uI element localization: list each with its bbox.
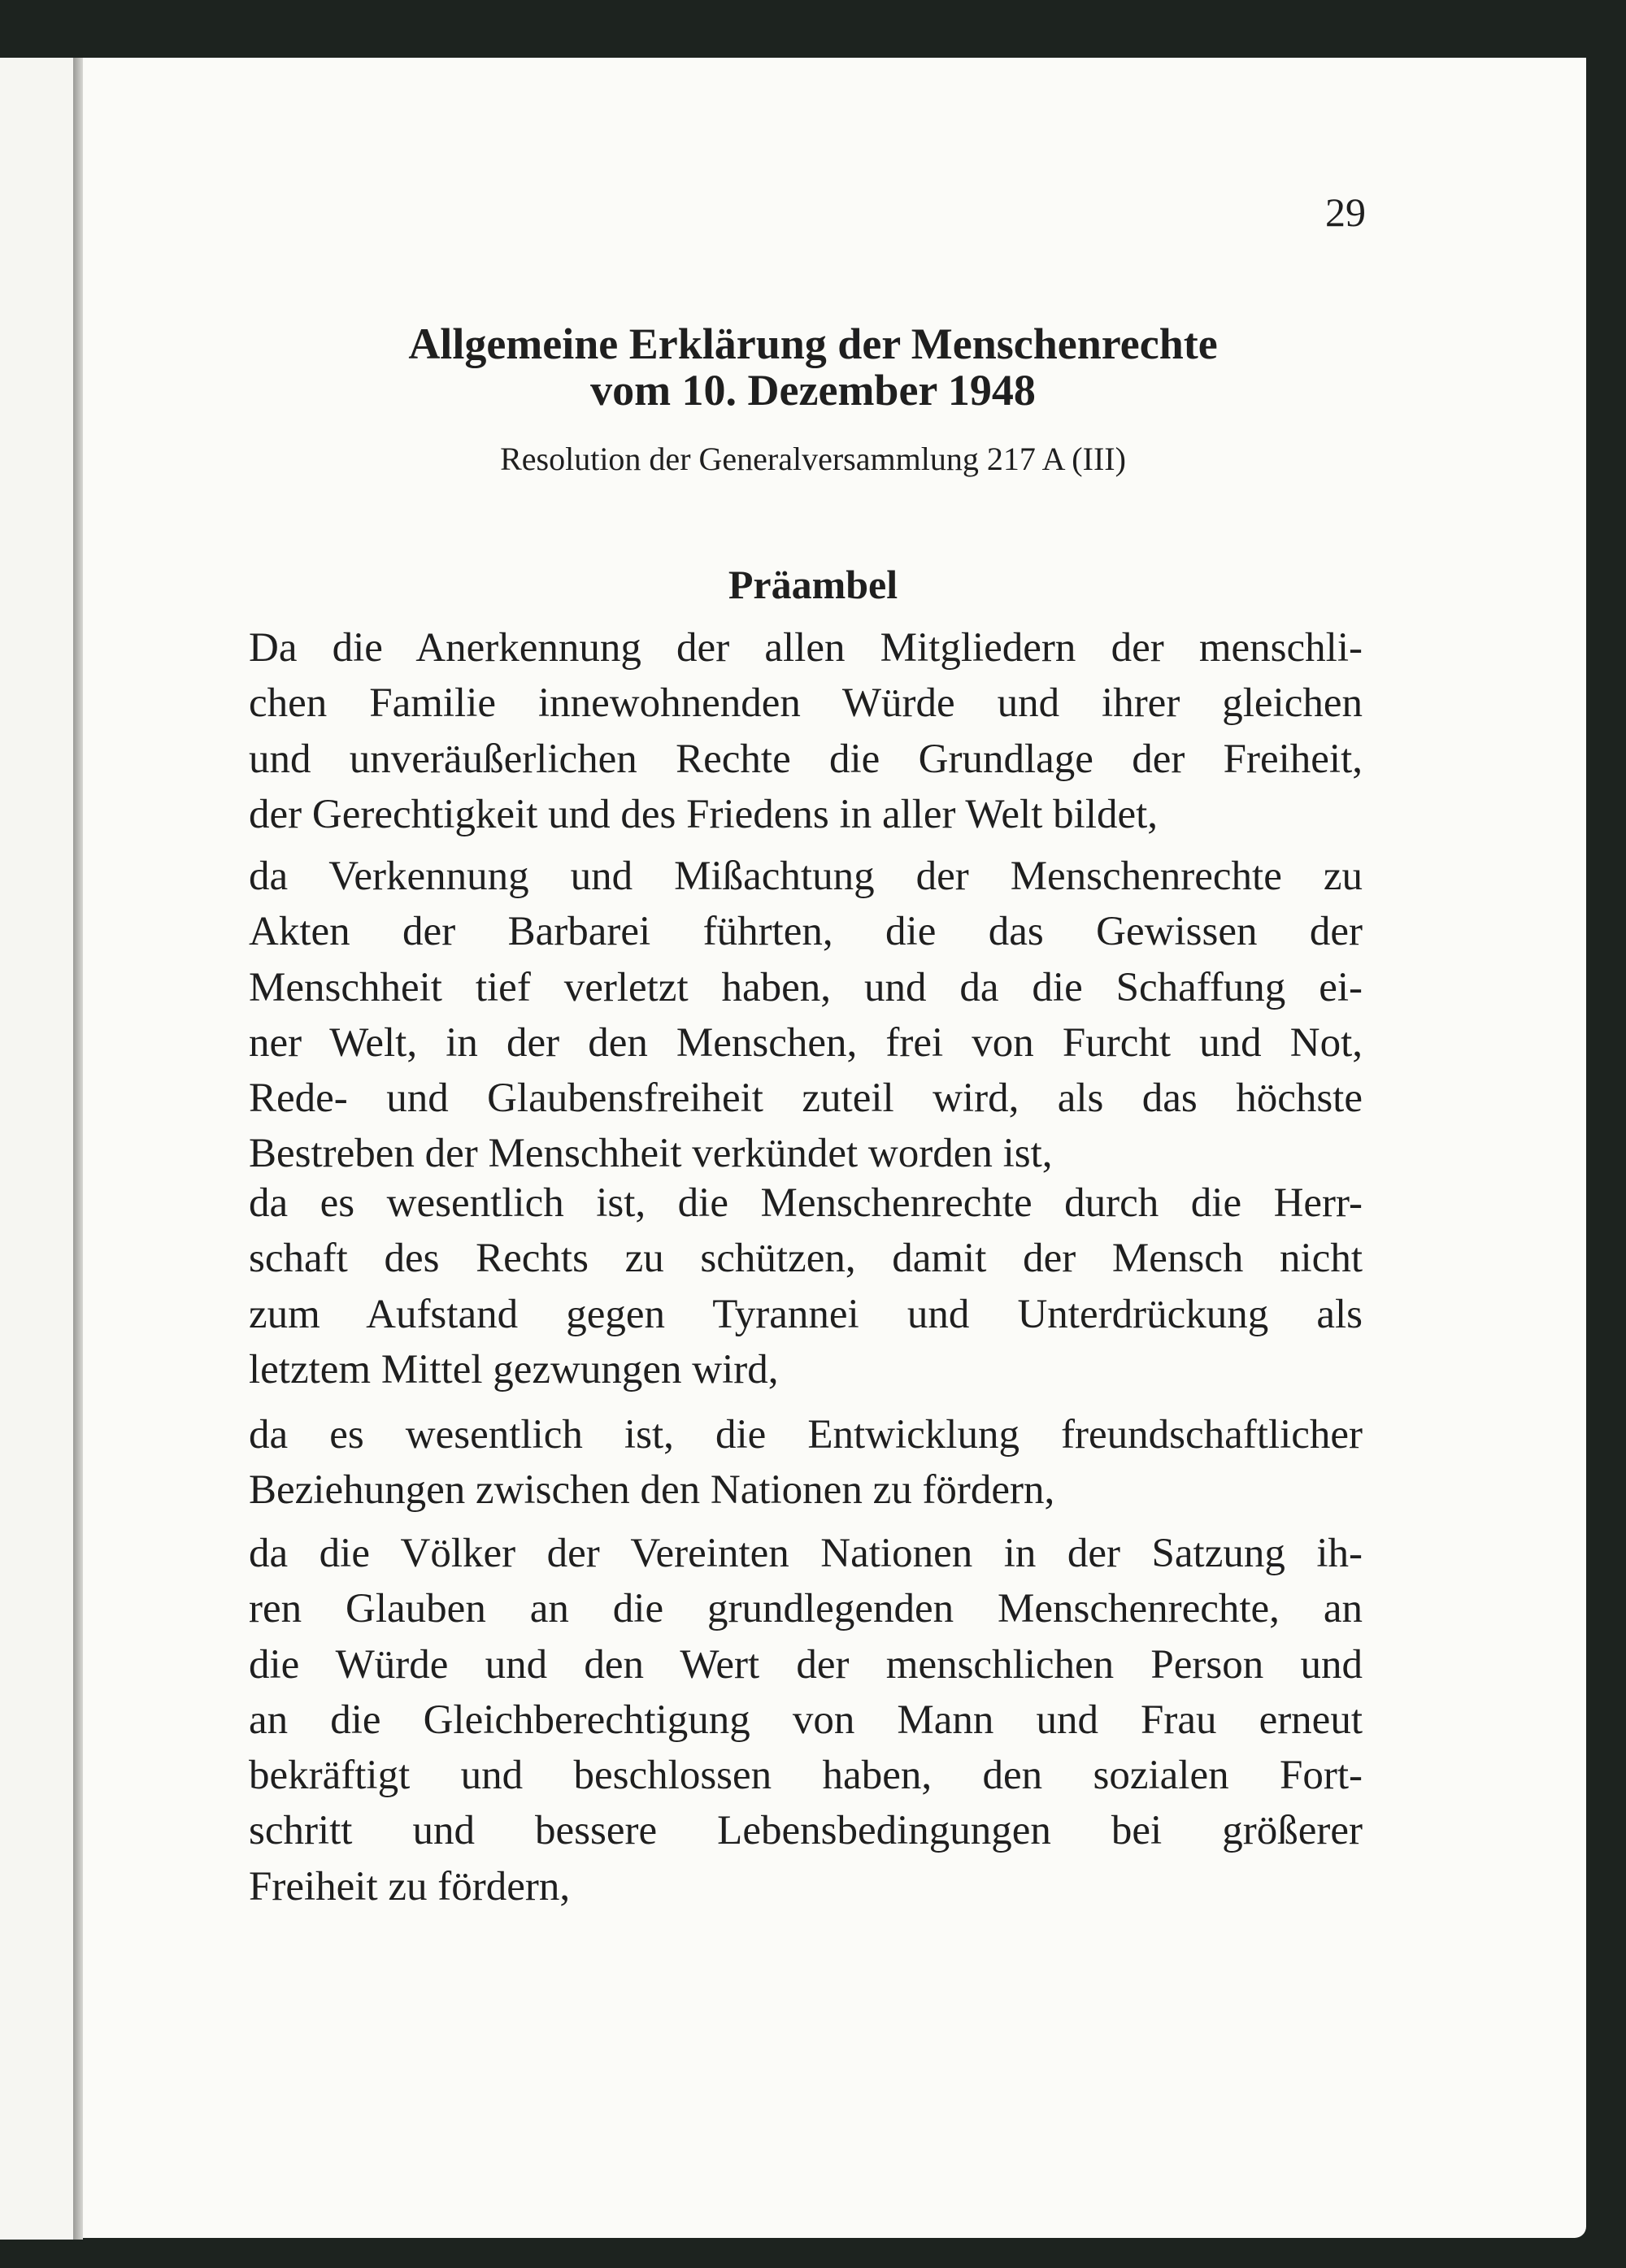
paragraph <box>249 1407 1363 1519</box>
text-line: da die Völker der Vereinten Nationen in der Satzung ih- <box>249 1531 1363 1576</box>
text-line: bekräftigt und beschlossen haben, den sozialen Fort- <box>249 1753 1363 1799</box>
text-line: Da die Anerkennung der allen Mitgliedern der menschli- <box>249 625 1363 671</box>
text-line: chen Familie innewohnenden Würde und ihrer gleichen <box>249 680 1363 727</box>
text-line: ren Glauben an die grundlegenden Menschenrechte, an <box>249 1586 1363 1632</box>
text-line: Freiheit zu fördern, <box>249 1863 571 1910</box>
page-number: 29 <box>1325 189 1366 235</box>
text-line: Akten der Barbarei führten, die das Gewissen der <box>249 909 1363 955</box>
paragraph <box>249 1526 1363 1914</box>
text-line: da Verkennung und Mißachtung der Menschenrechte zu <box>249 854 1363 899</box>
text-line: da es wesentlich ist, die Menschenrechte durch die Herr- <box>249 1180 1363 1226</box>
document-subtitle: Resolution der Generalversammlung 217 A (III) <box>500 441 1126 477</box>
text-line: schaft des Rechts zu schützen, damit der Mensch nicht <box>249 1236 1363 1282</box>
paragraph <box>249 1175 1363 1397</box>
text-line: Rede- und Glaubensfreiheit zuteil wird, als das höchste <box>249 1075 1363 1122</box>
text-line: der Gerechtigkeit und des Friedens in aller Welt bildet, <box>249 791 1159 837</box>
paragraph <box>249 849 1363 1182</box>
text-line: da es wesentlich ist, die Entwicklung freundschaftlicher <box>249 1412 1363 1458</box>
text-line: an die Gleichberechtigung von Mann und Frau erneut <box>249 1697 1363 1743</box>
text-line: Beziehungen zwischen den Nationen zu fördern, <box>249 1467 1055 1514</box>
text-line: Bestreben der Menschheit verkündet worden ist, <box>249 1131 1053 1177</box>
paragraph <box>249 620 1363 842</box>
text-line: und unveräußerlichen Rechte die Grundlage der Freiheit, <box>249 736 1363 782</box>
document-title: Allgemeine Erklärung der Menschenrechte <box>408 319 1218 368</box>
document-date: vom 10. Dezember 1948 <box>590 366 1036 415</box>
text-line: die Würde und den Wert der menschlichen Person und <box>249 1641 1363 1688</box>
section-heading: Präambel <box>728 562 898 607</box>
text-line: ner Welt, in der den Menschen, frei von Furcht und Not, <box>249 1019 1363 1066</box>
text-line: letztem Mittel gezwungen wird, <box>249 1346 779 1393</box>
text-line: zum Aufstand gegen Tyrannei und Unterdrückung als <box>249 1291 1363 1337</box>
text-line: schritt und bessere Lebensbedingungen bei größerer <box>249 1808 1363 1854</box>
text-line: Menschheit tief verletzt haben, und da die Schaffung ei- <box>249 964 1363 1010</box>
